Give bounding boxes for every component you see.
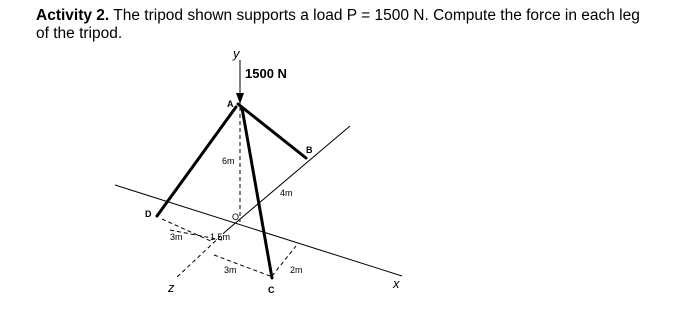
dim-od-z: 3m (170, 232, 183, 242)
c-base-dash (214, 255, 270, 276)
point-b-label: B (306, 145, 313, 155)
dim-oc-x: 2m (290, 265, 303, 275)
load-arrow-head (236, 93, 244, 104)
activity-label: Activity 2. (36, 7, 110, 24)
z-axis-solid (226, 126, 350, 231)
load-label: 1500 N (245, 66, 287, 81)
point-o-label: O (232, 212, 240, 222)
dim-height-a: 6m (222, 156, 235, 166)
leg-ac (242, 108, 272, 278)
point-a-label: A (227, 99, 234, 109)
y-axis-label: y (233, 46, 240, 61)
dim-od-x: 1.5m (210, 232, 231, 242)
problem-text: The tripod shown supports a load P = 1500 N. Compute the force in each leg of the tripod. (36, 7, 640, 42)
z-axis-label: z (168, 280, 175, 295)
x-axis-label: x (393, 276, 400, 291)
dim-ob: 4m (280, 188, 293, 198)
dim-oc-z: 3m (224, 265, 237, 275)
point-d-label: D (145, 209, 152, 219)
point-c-label: C (268, 285, 275, 295)
